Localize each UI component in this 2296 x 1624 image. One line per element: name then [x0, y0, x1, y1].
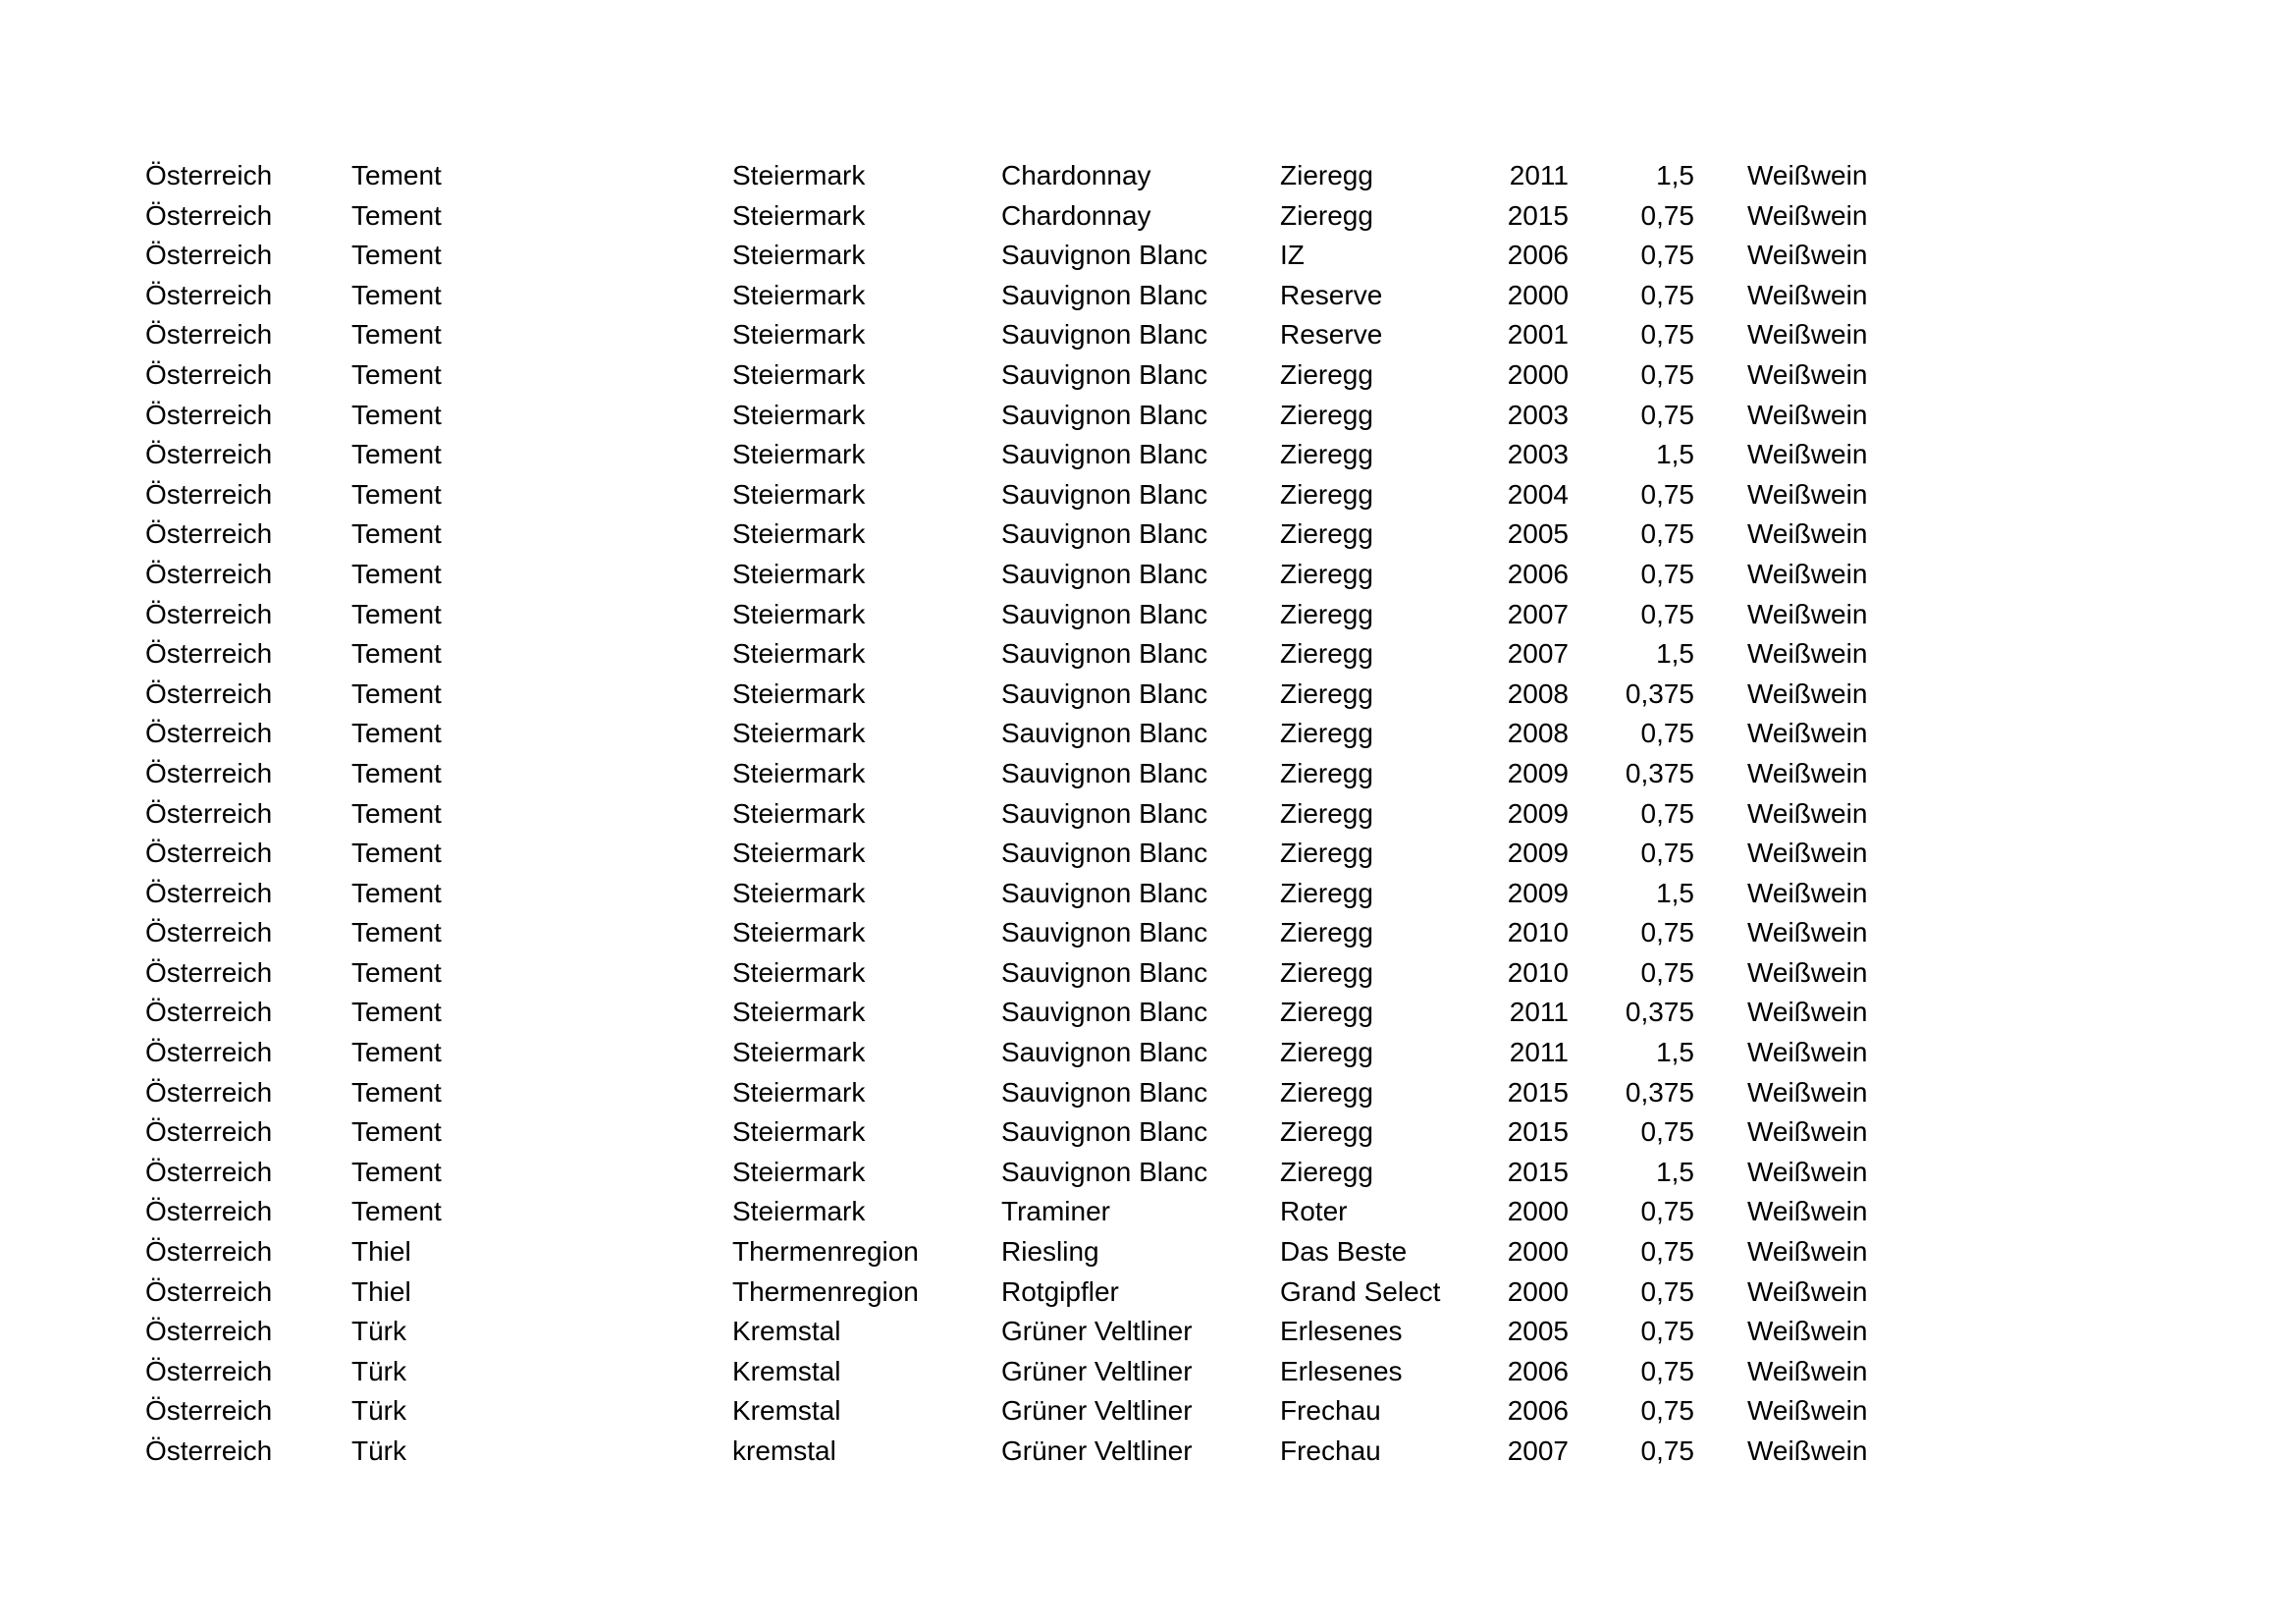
producer-cell: Tement: [351, 1156, 442, 1187]
bottle-size-cell: 0,75: [1640, 917, 1694, 948]
vintage-cell: 2009: [1507, 838, 1569, 869]
grape-cell: Sauvignon Blanc: [1001, 358, 1208, 390]
country-cell: Österreich: [145, 956, 273, 988]
wine-name-cell: Erlesenes: [1280, 1316, 1403, 1347]
table-row: [145, 634, 1867, 675]
wine-name-cell: Zieregg: [1280, 956, 1373, 988]
wine-name-cell: Zieregg: [1280, 1156, 1373, 1187]
country-cell: Österreich: [145, 1236, 273, 1268]
country-cell: Österreich: [145, 1275, 273, 1307]
table-row: [145, 355, 1867, 396]
grape-cell: Grüner Veltliner: [1001, 1355, 1193, 1386]
vintage-cell: 2000: [1507, 358, 1569, 390]
grape-cell: Sauvignon Blanc: [1001, 558, 1208, 589]
wine-name-cell: Zieregg: [1280, 877, 1373, 908]
region-cell: Kremstal: [732, 1316, 841, 1347]
region-cell: Steiermark: [732, 838, 866, 869]
producer-cell: Türk: [351, 1435, 406, 1466]
wine-type-cell: Weißwein: [1747, 1355, 1868, 1386]
bottle-size-cell: 0,75: [1640, 598, 1694, 629]
table-row: [145, 435, 1867, 475]
bottle-size-cell: 0,75: [1640, 718, 1694, 749]
wine-type-cell: Weißwein: [1747, 279, 1868, 310]
bottle-size-cell: 0,75: [1640, 797, 1694, 829]
bottle-size-cell: 0,375: [1625, 677, 1694, 709]
vintage-cell: 2015: [1507, 1116, 1569, 1148]
country-cell: Österreich: [145, 399, 273, 430]
grape-cell: Sauvignon Blanc: [1001, 1156, 1208, 1187]
producer-cell: Tement: [351, 279, 442, 310]
wine-name-cell: Roter: [1280, 1196, 1348, 1227]
wine-type-cell: Weißwein: [1747, 718, 1868, 749]
wine-name-cell: Zieregg: [1280, 1116, 1373, 1148]
grape-cell: Sauvignon Blanc: [1001, 319, 1208, 351]
region-cell: Steiermark: [732, 598, 866, 629]
bottle-size-cell: 0,75: [1640, 1196, 1694, 1227]
region-cell: Steiermark: [732, 877, 866, 908]
producer-cell: Tement: [351, 638, 442, 670]
grape-cell: Sauvignon Blanc: [1001, 797, 1208, 829]
vintage-cell: 2005: [1507, 1316, 1569, 1347]
producer-cell: Tement: [351, 757, 442, 788]
producer-cell: Türk: [351, 1355, 406, 1386]
vintage-cell: 2011: [1509, 1037, 1569, 1068]
table-row: [145, 1153, 1867, 1193]
region-cell: Steiermark: [732, 160, 866, 190]
grape-cell: Sauvignon Blanc: [1001, 718, 1208, 749]
wine-type-cell: Weißwein: [1747, 319, 1868, 351]
producer-cell: Tement: [351, 838, 442, 869]
country-cell: Österreich: [145, 160, 273, 190]
producer-cell: Tement: [351, 358, 442, 390]
table-row: [145, 953, 1867, 994]
wine-type-cell: Weißwein: [1747, 240, 1868, 271]
bottle-size-cell: 0,75: [1640, 1355, 1694, 1386]
grape-cell: Sauvignon Blanc: [1001, 877, 1208, 908]
wine-name-cell: Zieregg: [1280, 997, 1373, 1028]
country-cell: Österreich: [145, 997, 273, 1028]
table-row: [145, 396, 1867, 436]
country-cell: Österreich: [145, 279, 273, 310]
region-cell: Steiermark: [732, 199, 866, 231]
vintage-cell: 2004: [1507, 478, 1569, 510]
bottle-size-cell: 0,75: [1640, 478, 1694, 510]
table-row: [145, 514, 1867, 555]
wine-type-cell: Weißwein: [1747, 797, 1868, 829]
country-cell: Österreich: [145, 797, 273, 829]
table-row: [145, 236, 1867, 276]
bottle-size-cell: 0,375: [1625, 757, 1694, 788]
bottle-size-cell: 1,5: [1656, 877, 1694, 908]
table-row: [145, 1232, 1867, 1272]
bottle-size-cell: 0,75: [1640, 399, 1694, 430]
vintage-cell: 2000: [1507, 1236, 1569, 1268]
table-row: [145, 1112, 1867, 1153]
country-cell: Österreich: [145, 199, 273, 231]
wine-type-cell: Weißwein: [1747, 1395, 1868, 1427]
country-cell: Österreich: [145, 1355, 273, 1386]
bottle-size-cell: 0,75: [1640, 1435, 1694, 1466]
region-cell: Steiermark: [732, 439, 866, 470]
bottle-size-cell: 0,75: [1640, 956, 1694, 988]
bottle-size-cell: 0,375: [1625, 997, 1694, 1028]
producer-cell: Tement: [351, 677, 442, 709]
wine-name-cell: IZ: [1280, 240, 1305, 271]
wine-name-cell: Frechau: [1280, 1435, 1381, 1466]
region-cell: Steiermark: [732, 718, 866, 749]
producer-cell: Tement: [351, 1076, 442, 1108]
region-cell: Steiermark: [732, 677, 866, 709]
bottle-size-cell: 0,75: [1640, 1316, 1694, 1347]
producer-cell: Tement: [351, 917, 442, 948]
region-cell: Steiermark: [732, 279, 866, 310]
vintage-cell: 2000: [1507, 1275, 1569, 1307]
wine-type-cell: Weißwein: [1747, 1435, 1868, 1466]
table-row: [145, 754, 1867, 794]
table-row: [145, 794, 1867, 835]
wine-type-cell: Weißwein: [1747, 1236, 1868, 1268]
grape-cell: Grüner Veltliner: [1001, 1395, 1193, 1427]
wine-type-cell: Weißwein: [1747, 478, 1868, 510]
bottle-size-cell: 1,5: [1656, 638, 1694, 670]
wine-list-table: [145, 156, 1867, 1472]
wine-name-cell: Zieregg: [1280, 399, 1373, 430]
wine-type-cell: Weißwein: [1747, 638, 1868, 670]
grape-cell: Chardonnay: [1001, 160, 1151, 190]
producer-cell: Tement: [351, 240, 442, 271]
bottle-size-cell: 0,75: [1640, 1116, 1694, 1148]
wine-name-cell: Zieregg: [1280, 358, 1373, 390]
vintage-cell: 2009: [1507, 757, 1569, 788]
wine-type-cell: Weißwein: [1747, 199, 1868, 231]
producer-cell: Tement: [351, 558, 442, 589]
vintage-cell: 2009: [1507, 797, 1569, 829]
country-cell: Österreich: [145, 240, 273, 271]
vintage-cell: 2007: [1507, 638, 1569, 670]
table-row: [145, 1192, 1867, 1232]
region-cell: Steiermark: [732, 638, 866, 670]
producer-cell: Tement: [351, 160, 442, 190]
region-cell: Steiermark: [732, 319, 866, 351]
table-body: [145, 156, 1867, 1472]
region-cell: Steiermark: [732, 997, 866, 1028]
region-cell: Steiermark: [732, 399, 866, 430]
producer-cell: Tement: [351, 478, 442, 510]
bottle-size-cell: 0,75: [1640, 1236, 1694, 1268]
region-cell: Steiermark: [732, 358, 866, 390]
region-cell: Steiermark: [732, 917, 866, 948]
producer-cell: Türk: [351, 1316, 406, 1347]
vintage-cell: 2006: [1507, 1395, 1569, 1427]
table-row: [145, 913, 1867, 953]
wine-type-cell: Weißwein: [1747, 399, 1868, 430]
region-cell: Steiermark: [732, 558, 866, 589]
grape-cell: Sauvignon Blanc: [1001, 598, 1208, 629]
wine-name-cell: Zieregg: [1280, 757, 1373, 788]
region-cell: Steiermark: [732, 1156, 866, 1187]
vintage-cell: 2007: [1507, 1435, 1569, 1466]
bottle-size-cell: 0,75: [1640, 279, 1694, 310]
table-row: [145, 1073, 1867, 1113]
country-cell: Österreich: [145, 358, 273, 390]
producer-cell: Tement: [351, 1116, 442, 1148]
region-cell: Steiermark: [732, 797, 866, 829]
bottle-size-cell: 0,75: [1640, 838, 1694, 869]
wine-name-cell: Zieregg: [1280, 598, 1373, 629]
country-cell: Österreich: [145, 1196, 273, 1227]
wine-type-cell: Weißwein: [1747, 917, 1868, 948]
table-row: [145, 475, 1867, 515]
vintage-cell: 2010: [1507, 956, 1569, 988]
country-cell: Österreich: [145, 1116, 273, 1148]
table-row: [145, 1432, 1867, 1472]
vintage-cell: 2011: [1509, 997, 1569, 1028]
region-cell: Kremstal: [732, 1355, 841, 1386]
bottle-size-cell: 1,5: [1656, 160, 1694, 190]
grape-cell: Sauvignon Blanc: [1001, 279, 1208, 310]
producer-cell: Tement: [351, 997, 442, 1028]
bottle-size-cell: 0,75: [1640, 319, 1694, 351]
grape-cell: Sauvignon Blanc: [1001, 1076, 1208, 1108]
wine-type-cell: Weißwein: [1747, 439, 1868, 470]
wine-name-cell: Reserve: [1280, 279, 1383, 310]
grape-cell: Traminer: [1001, 1196, 1110, 1227]
wine-name-cell: Grand Select: [1280, 1275, 1441, 1307]
grape-cell: Grüner Veltliner: [1001, 1435, 1193, 1466]
wine-name-cell: Zieregg: [1280, 160, 1373, 190]
wine-type-cell: Weißwein: [1747, 1156, 1868, 1187]
grape-cell: Sauvignon Blanc: [1001, 1116, 1208, 1148]
wine-name-cell: Reserve: [1280, 319, 1383, 351]
producer-cell: Tement: [351, 718, 442, 749]
grape-cell: Sauvignon Blanc: [1001, 1037, 1208, 1068]
region-cell: Steiermark: [732, 956, 866, 988]
region-cell: Steiermark: [732, 1116, 866, 1148]
grape-cell: Grüner Veltliner: [1001, 1316, 1193, 1347]
region-cell: Steiermark: [732, 478, 866, 510]
vintage-cell: 2015: [1507, 1076, 1569, 1108]
country-cell: Österreich: [145, 877, 273, 908]
bottle-size-cell: 1,5: [1656, 439, 1694, 470]
table-row: [145, 874, 1867, 914]
bottle-size-cell: 1,5: [1656, 1037, 1694, 1068]
bottle-size-cell: 1,5: [1656, 1156, 1694, 1187]
wine-name-cell: Erlesenes: [1280, 1355, 1403, 1386]
bottle-size-cell: 0,75: [1640, 358, 1694, 390]
bottle-size-cell: 0,75: [1640, 240, 1694, 271]
wine-name-cell: Frechau: [1280, 1395, 1381, 1427]
region-cell: Steiermark: [732, 518, 866, 550]
country-cell: Österreich: [145, 1316, 273, 1347]
region-cell: Steiermark: [732, 240, 866, 271]
wine-type-cell: Weißwein: [1747, 358, 1868, 390]
producer-cell: Tement: [351, 199, 442, 231]
wine-name-cell: Zieregg: [1280, 478, 1373, 510]
country-cell: Österreich: [145, 478, 273, 510]
country-cell: Österreich: [145, 638, 273, 670]
bottle-size-cell: 0,375: [1625, 1076, 1694, 1108]
vintage-cell: 2010: [1507, 917, 1569, 948]
vintage-cell: 2001: [1507, 319, 1569, 351]
wine-name-cell: Das Beste: [1280, 1236, 1408, 1268]
vintage-cell: 2009: [1507, 877, 1569, 908]
country-cell: Österreich: [145, 518, 273, 550]
country-cell: Österreich: [145, 718, 273, 749]
grape-cell: Sauvignon Blanc: [1001, 997, 1208, 1028]
region-cell: Thermenregion: [732, 1275, 919, 1307]
producer-cell: Tement: [351, 1196, 442, 1227]
producer-cell: Tement: [351, 877, 442, 908]
grape-cell: Riesling: [1001, 1236, 1099, 1268]
table-row: [145, 595, 1867, 635]
wine-type-cell: Weißwein: [1747, 997, 1868, 1028]
vintage-cell: 2005: [1507, 518, 1569, 550]
vintage-cell: 2006: [1507, 1355, 1569, 1386]
country-cell: Österreich: [145, 1076, 273, 1108]
producer-cell: Tement: [351, 518, 442, 550]
vintage-cell: 2007: [1507, 598, 1569, 629]
table-row: [145, 675, 1867, 715]
wine-name-cell: Zieregg: [1280, 838, 1373, 869]
country-cell: Österreich: [145, 439, 273, 470]
country-cell: Österreich: [145, 1037, 273, 1068]
wine-type-cell: Weißwein: [1747, 518, 1868, 550]
bottle-size-cell: 0,75: [1640, 199, 1694, 231]
wine-type-cell: Weißwein: [1747, 1037, 1868, 1068]
grape-cell: Sauvignon Blanc: [1001, 677, 1208, 709]
producer-cell: Tement: [351, 598, 442, 629]
wine-type-cell: Weißwein: [1747, 838, 1868, 869]
table-row: [145, 276, 1867, 316]
grape-cell: Sauvignon Blanc: [1001, 638, 1208, 670]
producer-cell: Tement: [351, 797, 442, 829]
wine-name-cell: Zieregg: [1280, 677, 1373, 709]
vintage-cell: 2006: [1507, 240, 1569, 271]
wine-name-cell: Zieregg: [1280, 797, 1373, 829]
country-cell: Österreich: [145, 757, 273, 788]
region-cell: Steiermark: [732, 1037, 866, 1068]
wine-name-cell: Zieregg: [1280, 439, 1373, 470]
grape-cell: Rotgipfler: [1001, 1275, 1119, 1307]
region-cell: Steiermark: [732, 1076, 866, 1108]
grape-cell: Sauvignon Blanc: [1001, 399, 1208, 430]
wine-name-cell: Zieregg: [1280, 1076, 1373, 1108]
table-row: [145, 993, 1867, 1033]
wine-type-cell: Weißwein: [1747, 877, 1868, 908]
grape-cell: Sauvignon Blanc: [1001, 518, 1208, 550]
country-cell: Österreich: [145, 1435, 273, 1466]
table-row: [145, 1352, 1867, 1392]
country-cell: Österreich: [145, 598, 273, 629]
table-row: [145, 156, 1867, 196]
wine-type-cell: Weißwein: [1747, 160, 1868, 190]
producer-cell: Türk: [351, 1395, 406, 1427]
wine-type-cell: Weißwein: [1747, 956, 1868, 988]
producer-cell: Thiel: [351, 1275, 411, 1307]
wine-type-cell: Weißwein: [1747, 1316, 1868, 1347]
grape-cell: Chardonnay: [1001, 199, 1151, 231]
grape-cell: Sauvignon Blanc: [1001, 478, 1208, 510]
country-cell: Österreich: [145, 677, 273, 709]
vintage-cell: 2006: [1507, 558, 1569, 589]
table-row: [145, 1272, 1867, 1313]
producer-cell: Tement: [351, 956, 442, 988]
country-cell: Österreich: [145, 1156, 273, 1187]
producer-cell: Tement: [351, 1037, 442, 1068]
vintage-cell: 2011: [1509, 160, 1569, 190]
grape-cell: Sauvignon Blanc: [1001, 956, 1208, 988]
grape-cell: Sauvignon Blanc: [1001, 439, 1208, 470]
vintage-cell: 2000: [1507, 279, 1569, 310]
table-row: [145, 714, 1867, 754]
table-row: [145, 196, 1867, 237]
bottle-size-cell: 0,75: [1640, 518, 1694, 550]
table-row: [145, 555, 1867, 595]
country-cell: Österreich: [145, 558, 273, 589]
vintage-cell: 2015: [1507, 199, 1569, 231]
grape-cell: Sauvignon Blanc: [1001, 240, 1208, 271]
region-cell: kremstal: [732, 1435, 836, 1466]
wine-type-cell: Weißwein: [1747, 1275, 1868, 1307]
vintage-cell: 2008: [1507, 677, 1569, 709]
vintage-cell: 2015: [1507, 1156, 1569, 1187]
vintage-cell: 2003: [1507, 439, 1569, 470]
producer-cell: Tement: [351, 439, 442, 470]
grape-cell: Sauvignon Blanc: [1001, 757, 1208, 788]
wine-name-cell: Zieregg: [1280, 199, 1373, 231]
wine-type-cell: Weißwein: [1747, 1116, 1868, 1148]
bottle-size-cell: 0,75: [1640, 1275, 1694, 1307]
wine-type-cell: Weißwein: [1747, 757, 1868, 788]
table-row: [145, 1033, 1867, 1073]
grape-cell: Sauvignon Blanc: [1001, 838, 1208, 869]
wine-name-cell: Zieregg: [1280, 638, 1373, 670]
country-cell: Österreich: [145, 1395, 273, 1427]
wine-type-cell: Weißwein: [1747, 677, 1868, 709]
grape-cell: Sauvignon Blanc: [1001, 917, 1208, 948]
producer-cell: Tement: [351, 399, 442, 430]
producer-cell: Tement: [351, 319, 442, 351]
vintage-cell: 2008: [1507, 718, 1569, 749]
wine-name-cell: Zieregg: [1280, 1037, 1373, 1068]
region-cell: Thermenregion: [732, 1236, 919, 1268]
wine-type-cell: Weißwein: [1747, 1196, 1868, 1227]
wine-type-cell: Weißwein: [1747, 598, 1868, 629]
table-row: [145, 1312, 1867, 1352]
bottle-size-cell: 0,75: [1640, 1395, 1694, 1427]
region-cell: Steiermark: [732, 757, 866, 788]
wine-name-cell: Zieregg: [1280, 518, 1373, 550]
wine-type-cell: Weißwein: [1747, 1076, 1868, 1108]
bottle-size-cell: 0,75: [1640, 558, 1694, 589]
region-cell: Kremstal: [732, 1395, 841, 1427]
vintage-cell: 2000: [1507, 1196, 1569, 1227]
region-cell: Steiermark: [732, 1196, 866, 1227]
wine-type-cell: Weißwein: [1747, 558, 1868, 589]
vintage-cell: 2003: [1507, 399, 1569, 430]
producer-cell: Thiel: [351, 1236, 411, 1268]
table-row: [145, 1391, 1867, 1432]
table-row: [145, 315, 1867, 355]
country-cell: Österreich: [145, 319, 273, 351]
country-cell: Österreich: [145, 917, 273, 948]
wine-name-cell: Zieregg: [1280, 917, 1373, 948]
table-row: [145, 834, 1867, 874]
wine-name-cell: Zieregg: [1280, 718, 1373, 749]
wine-name-cell: Zieregg: [1280, 558, 1373, 589]
country-cell: Österreich: [145, 838, 273, 869]
